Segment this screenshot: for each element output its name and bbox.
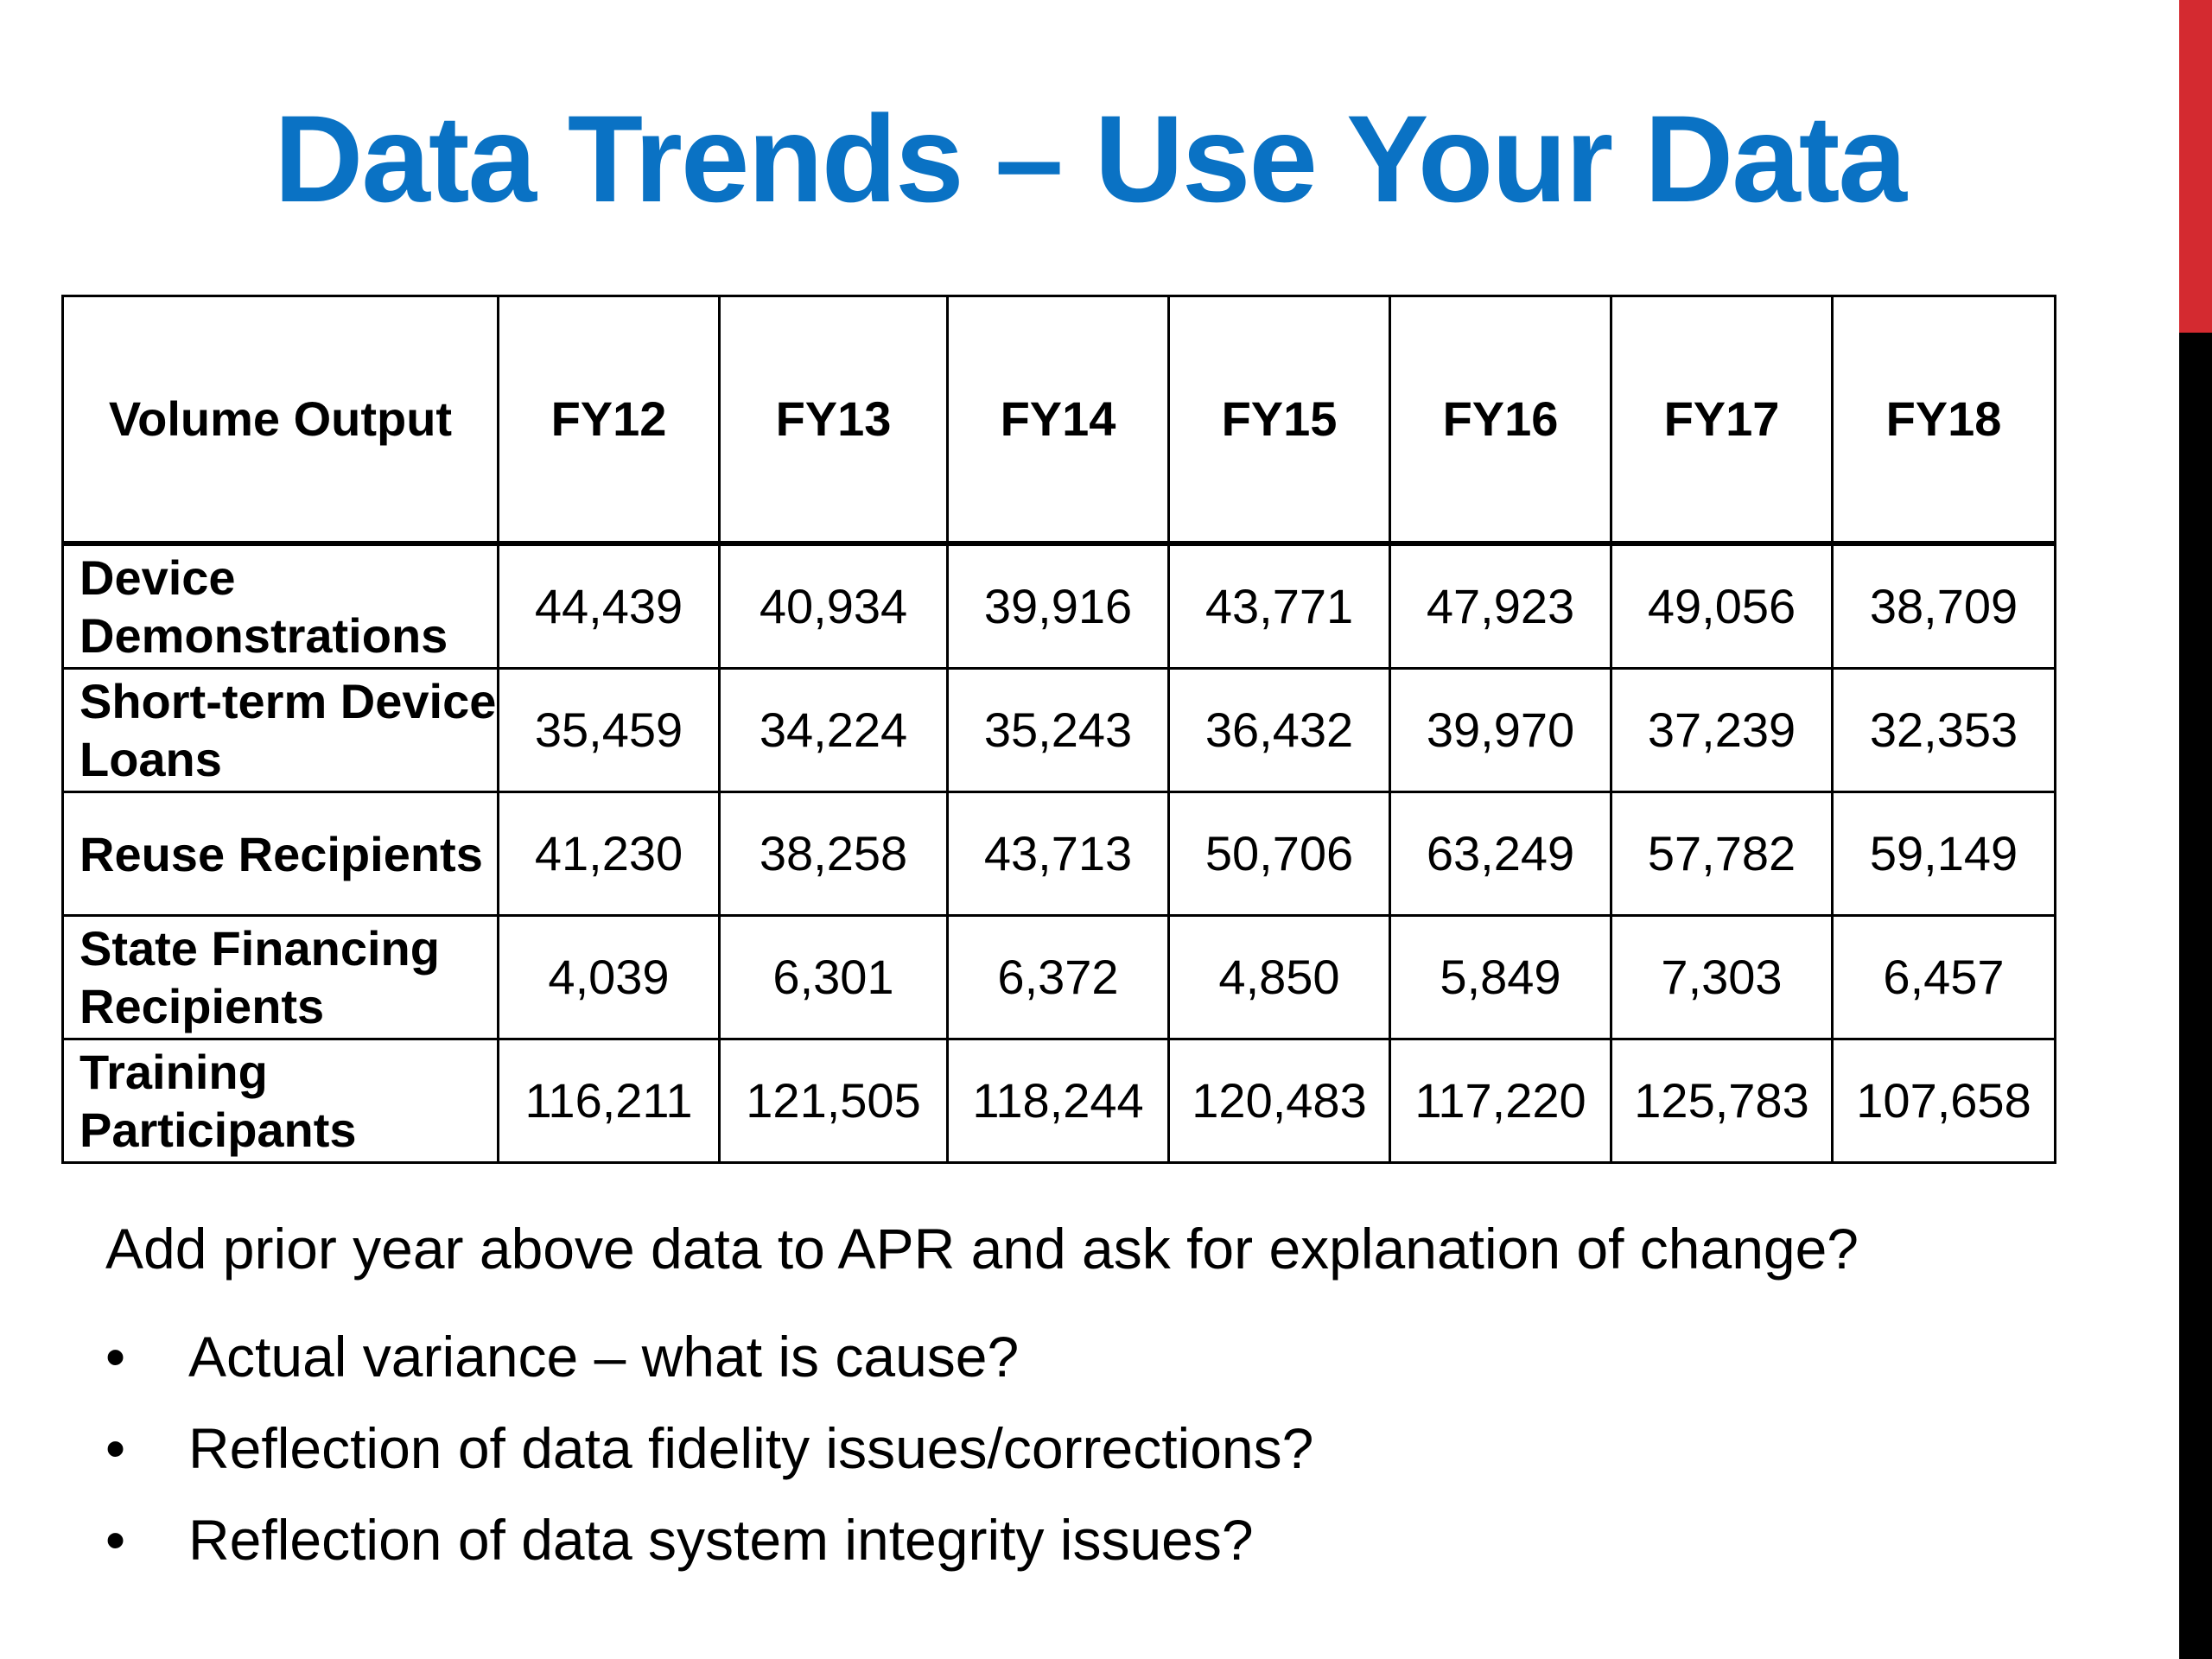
table-row-device-demonstrations	[63, 543, 2056, 669]
row-label: State Financing Recipients	[63, 916, 499, 1039]
table-cell: 37,239	[1611, 669, 1833, 792]
table-cell: 44,439	[499, 543, 720, 669]
table-cell: 59,149	[1833, 792, 2056, 916]
table-cell: 38,709	[1833, 543, 2056, 669]
table-cell: 6,372	[948, 916, 1169, 1039]
table-cell: 117,220	[1390, 1039, 1611, 1163]
table-cell: 36,432	[1169, 669, 1390, 792]
table-cell: 118,244	[948, 1039, 1169, 1163]
accent-bar-red	[2179, 0, 2212, 333]
column-header-fy15: FY15	[1169, 296, 1390, 544]
table-cell: 4,850	[1169, 916, 1390, 1039]
bullet-item	[0, 1505, 2160, 1597]
column-header-fy12: FY12	[499, 296, 720, 544]
table-cell: 63,249	[1390, 792, 1611, 916]
accent-bar-black	[2179, 333, 2212, 1659]
volume-output-table	[61, 295, 2056, 1164]
table-cell: 40,934	[720, 543, 948, 669]
table-row-training-participants	[63, 1039, 2056, 1163]
bullet-text: Reflection of data fidelity issues/corrections?	[188, 1416, 1314, 1480]
row-label: Device Demonstrations	[63, 543, 499, 669]
column-header-fy13: FY13	[720, 296, 948, 544]
table-row-reuse-recipients	[63, 792, 2056, 916]
table-cell: 43,713	[948, 792, 1169, 916]
table-cell: 41,230	[499, 792, 720, 916]
bullet-text: Reflection of data system integrity issues?	[188, 1508, 1254, 1572]
table-cell: 5,849	[1390, 916, 1611, 1039]
table-cell: 43,771	[1169, 543, 1390, 669]
bullet-text: Actual variance – what is cause?	[188, 1325, 1020, 1389]
table-cell: 6,457	[1833, 916, 2056, 1039]
intro-question: Add prior year above data to APR and ask for explanation of change?	[105, 1217, 1859, 1281]
table-cell: 107,658	[1833, 1039, 2056, 1163]
bullet-list	[0, 1322, 2160, 1597]
table-cell: 6,301	[720, 916, 948, 1039]
table-cell: 39,916	[948, 543, 1169, 669]
table-row-state-financing-recipients	[63, 916, 2056, 1039]
table-cell: 35,459	[499, 669, 720, 792]
row-label: Reuse Recipients	[63, 792, 499, 916]
column-header-fy18: FY18	[1833, 296, 2056, 544]
table-cell: 50,706	[1169, 792, 1390, 916]
table-cell: 121,505	[720, 1039, 948, 1163]
table-cell: 38,258	[720, 792, 948, 916]
bullet-item	[0, 1322, 2160, 1414]
bullet-icon: •	[105, 1508, 126, 1572]
table-cell: 116,211	[499, 1039, 720, 1163]
table-row-short-term-device-loans	[63, 669, 2056, 792]
table-cell: 35,243	[948, 669, 1169, 792]
table-cell: 47,923	[1390, 543, 1611, 669]
row-label: Training Participants	[63, 1039, 499, 1163]
table-cell: 39,970	[1390, 669, 1611, 792]
bullet-icon: •	[105, 1416, 126, 1480]
bullet-icon: •	[105, 1325, 126, 1389]
table-header-row	[63, 296, 2056, 544]
table-cell: 57,782	[1611, 792, 1833, 916]
column-header-fy16: FY16	[1390, 296, 1611, 544]
column-header-fy17: FY17	[1611, 296, 1833, 544]
table-cell: 120,483	[1169, 1039, 1390, 1163]
table-cell: 4,039	[499, 916, 720, 1039]
slide-title: Data Trends – Use Your Data	[274, 91, 1905, 228]
bullet-item	[0, 1414, 2160, 1505]
table-cell: 49,056	[1611, 543, 1833, 669]
table-cell: 34,224	[720, 669, 948, 792]
column-header-volume-output: Volume Output	[63, 296, 499, 544]
table-cell: 125,783	[1611, 1039, 1833, 1163]
table-cell: 32,353	[1833, 669, 2056, 792]
table-cell: 7,303	[1611, 916, 1833, 1039]
column-header-fy14: FY14	[948, 296, 1169, 544]
row-label: Short-term Device Loans	[63, 669, 499, 792]
